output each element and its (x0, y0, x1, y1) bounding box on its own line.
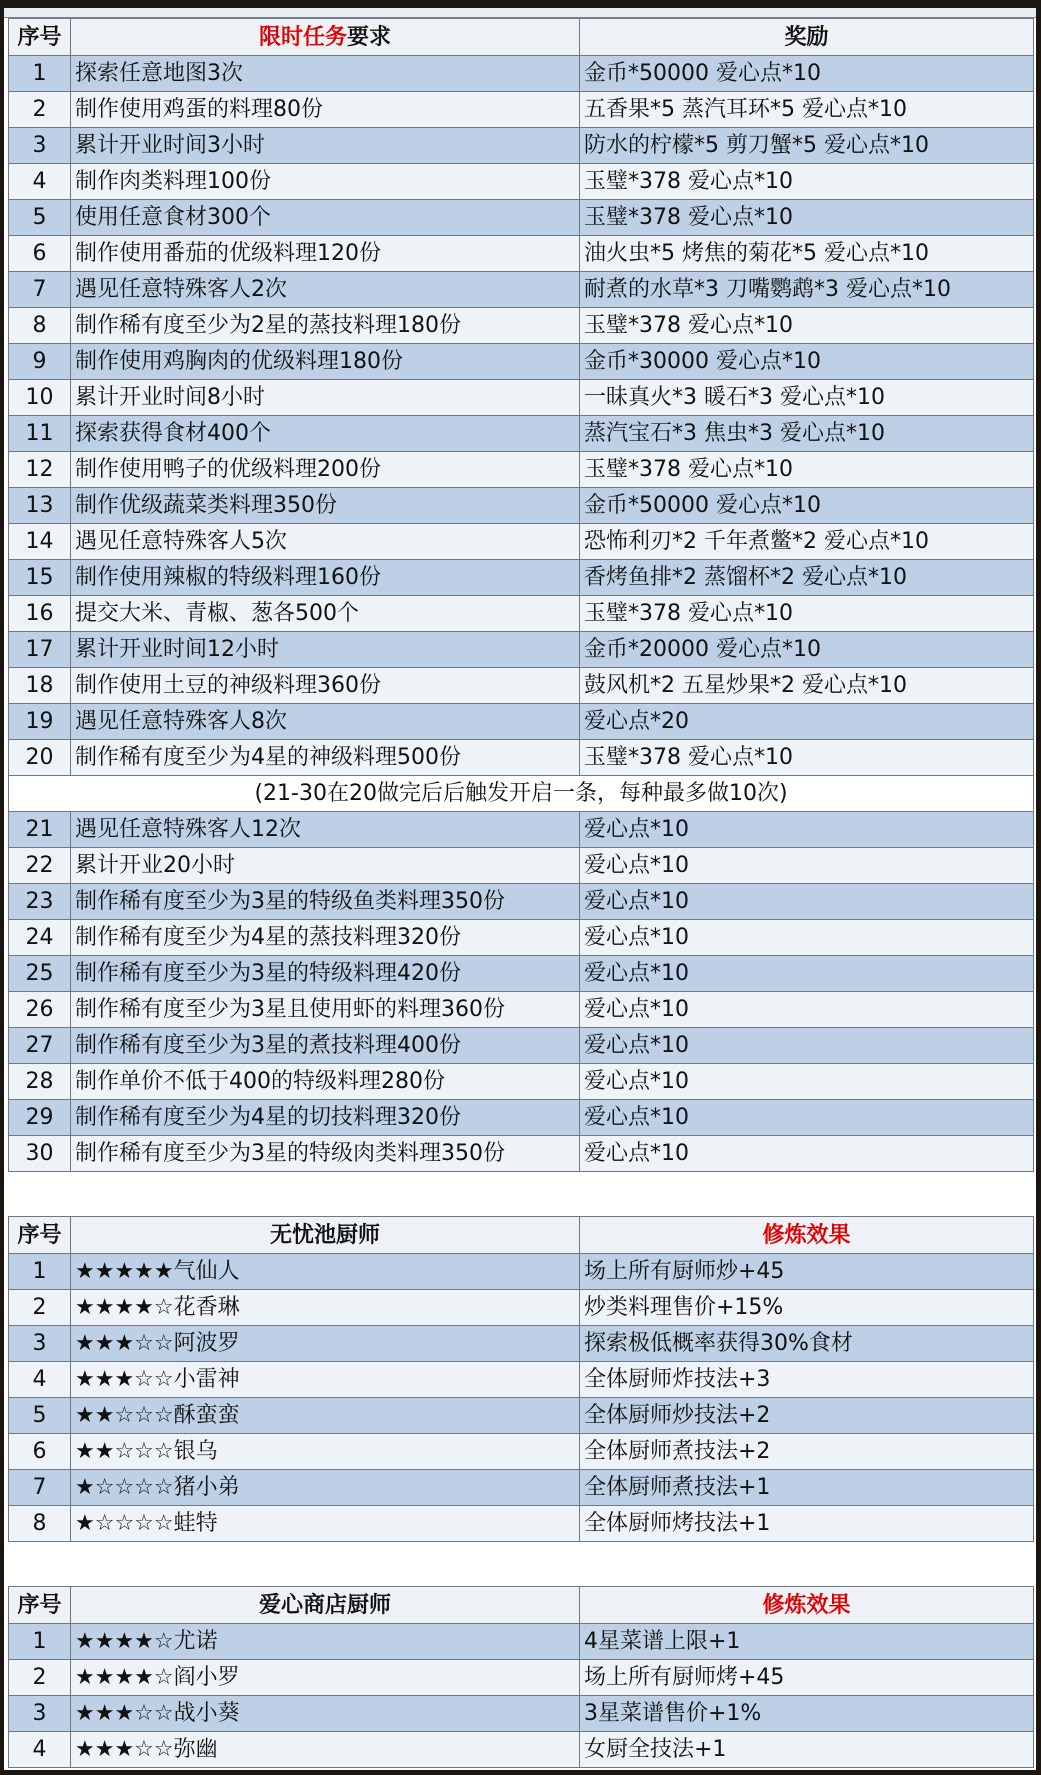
task-table (8, 18, 1034, 1172)
chef-name-header: 爱心商店厨师 (71, 1587, 580, 1624)
chef-name-cell: ★★☆☆☆酥蛮蛮 (71, 1398, 580, 1434)
row-index: 30 (9, 1136, 71, 1172)
row-index: 17 (9, 632, 71, 668)
chef-name-cell: ★★★☆☆阿波罗 (71, 1326, 580, 1362)
table-row (9, 632, 1034, 668)
chef-name-cell: ★★★★☆阎小罗 (71, 1660, 580, 1696)
task-cell: 制作使用辣椒的特级料理160份 (71, 560, 580, 596)
table-row (9, 308, 1034, 344)
row-index: 4 (9, 164, 71, 200)
table-row (9, 380, 1034, 416)
reward-cell: 爱心点*10 (580, 1100, 1034, 1136)
row-index: 8 (9, 308, 71, 344)
reward-cell: 爱心点*10 (580, 812, 1034, 848)
row-index: 26 (9, 992, 71, 1028)
task-cell: 累计开业时间3小时 (71, 128, 580, 164)
task-cell: 制作使用鸭子的优级料理200份 (71, 452, 580, 488)
task-cell: 探索获得食材400个 (71, 416, 580, 452)
chef-name-cell: ★★★☆☆小雷神 (71, 1362, 580, 1398)
reward-cell: 一昧真火*3 暖石*3 爱心点*10 (580, 380, 1034, 416)
table-row (9, 1100, 1034, 1136)
reward-cell: 爱心点*10 (580, 1028, 1034, 1064)
table-row (9, 1398, 1034, 1434)
reward-cell: 耐煮的水草*3 刀嘴鹦鹉*3 爱心点*10 (580, 272, 1034, 308)
row-index: 2 (9, 92, 71, 128)
chef-table-header (9, 1587, 1034, 1624)
task-cell: 制作使用土豆的神级料理360份 (71, 668, 580, 704)
row-index: 20 (9, 740, 71, 776)
reward-cell: 爱心点*10 (580, 884, 1034, 920)
task-cell: 提交大米、青椒、葱各500个 (71, 596, 580, 632)
table-row (9, 344, 1034, 380)
table-row (9, 1362, 1034, 1398)
row-index: 3 (9, 1696, 71, 1732)
effect-cell: 4星菜谱上限+1 (580, 1624, 1034, 1660)
chef-table-header (9, 1217, 1034, 1254)
row-index: 1 (9, 1254, 71, 1290)
effect-cell: 探索极低概率获得30%食材 (580, 1326, 1034, 1362)
top-strip (4, 8, 1036, 18)
table-row (9, 164, 1034, 200)
reward-cell: 爱心点*10 (580, 956, 1034, 992)
task-table-header (9, 19, 1034, 56)
row-index: 28 (9, 1064, 71, 1100)
chef-name-cell: ★★☆☆☆银乌 (71, 1434, 580, 1470)
row-index: 1 (9, 1624, 71, 1660)
chef-table-body (9, 1624, 1034, 1768)
table-row (9, 596, 1034, 632)
chef-table-shop (8, 1586, 1034, 1768)
sheet (4, 8, 1036, 1770)
row-index: 25 (9, 956, 71, 992)
effect-cell: 场上所有厨师炒+45 (580, 1254, 1034, 1290)
table-row (9, 452, 1034, 488)
row-index: 24 (9, 920, 71, 956)
effect-cell: 全体厨师煮技法+1 (580, 1470, 1034, 1506)
row-index: 6 (9, 236, 71, 272)
row-index: 5 (9, 1398, 71, 1434)
row-index: 15 (9, 560, 71, 596)
reward-cell: 金币*50000 爱心点*10 (580, 56, 1034, 92)
row-index: 18 (9, 668, 71, 704)
effect-cell: 全体厨师炸技法+3 (580, 1362, 1034, 1398)
task-cell: 遇见任意特殊客人5次 (71, 524, 580, 560)
task-cell: 制作稀有度至少为2星的蒸技料理180份 (71, 308, 580, 344)
effect-header: 修炼效果 (580, 1587, 1034, 1624)
row-index: 10 (9, 380, 71, 416)
table-row (9, 740, 1034, 776)
table-row (9, 1254, 1034, 1290)
table-row (9, 128, 1034, 164)
row-index: 14 (9, 524, 71, 560)
idx-header: 序号 (9, 19, 71, 56)
task-cell: 使用任意食材300个 (71, 200, 580, 236)
task-cell: 制作稀有度至少为3星的特级料理420份 (71, 956, 580, 992)
chef-name-cell: ★★★★★气仙人 (71, 1254, 580, 1290)
row-index: 1 (9, 56, 71, 92)
row-index: 7 (9, 272, 71, 308)
table-row (9, 668, 1034, 704)
table-row (9, 416, 1034, 452)
task-header-red: 限时任务 (258, 24, 347, 50)
table-row (9, 1064, 1034, 1100)
row-index: 16 (9, 596, 71, 632)
table-row (9, 1696, 1034, 1732)
table-row (9, 1326, 1034, 1362)
reward-cell: 爱心点*20 (580, 704, 1034, 740)
reward-cell: 爱心点*10 (580, 920, 1034, 956)
table-row (9, 236, 1034, 272)
row-index: 27 (9, 1028, 71, 1064)
table-row (9, 704, 1034, 740)
reward-cell: 金币*30000 爱心点*10 (580, 344, 1034, 380)
table-row (9, 1290, 1034, 1326)
chef-table-wuyouchi (8, 1216, 1034, 1542)
reward-cell: 金币*50000 爱心点*10 (580, 488, 1034, 524)
task-header-rest: 要求 (347, 24, 392, 50)
row-index: 2 (9, 1290, 71, 1326)
row-index: 2 (9, 1660, 71, 1696)
chef-name-cell: ★★★★☆尤诺 (71, 1624, 580, 1660)
chef-name-cell: ★☆☆☆☆猪小弟 (71, 1470, 580, 1506)
reward-cell: 蒸汽宝石*3 焦虫*3 爱心点*10 (580, 416, 1034, 452)
task-header (71, 19, 580, 56)
reward-cell: 玉璧*378 爱心点*10 (580, 164, 1034, 200)
task-cell: 累计开业时间8小时 (71, 380, 580, 416)
effect-cell: 全体厨师烤技法+1 (580, 1506, 1034, 1542)
idx-header: 序号 (9, 1587, 71, 1624)
table-row (9, 56, 1034, 92)
table-row (9, 884, 1034, 920)
chef-name-cell: ★★★★☆花香琳 (71, 1290, 580, 1326)
row-index: 3 (9, 128, 71, 164)
task-cell: 制作稀有度至少为3星的特级鱼类料理350份 (71, 884, 580, 920)
table-row (9, 812, 1034, 848)
reward-cell: 恐怖利刃*2 千年煮鳖*2 爱心点*10 (580, 524, 1034, 560)
table-row (9, 92, 1034, 128)
note-text: (21-30在20做完后后触发开启一条，每种最多做10次) (9, 776, 1034, 812)
reward-cell: 爱心点*10 (580, 992, 1034, 1028)
table-row (9, 488, 1034, 524)
row-index: 6 (9, 1434, 71, 1470)
reward-cell: 爱心点*10 (580, 848, 1034, 884)
effect-cell: 3星菜谱售价+1% (580, 1696, 1034, 1732)
row-index: 12 (9, 452, 71, 488)
table-row (9, 1434, 1034, 1470)
table-row (9, 1470, 1034, 1506)
task-cell: 遇见任意特殊客人8次 (71, 704, 580, 740)
task-cell: 累计开业20小时 (71, 848, 580, 884)
table-row (9, 920, 1034, 956)
task-cell: 制作使用鸡蛋的料理80份 (71, 92, 580, 128)
reward-cell: 玉璧*378 爱心点*10 (580, 596, 1034, 632)
reward-cell: 玉璧*378 爱心点*10 (580, 308, 1034, 344)
reward-cell: 玉璧*378 爱心点*10 (580, 200, 1034, 236)
task-cell: 制作单价不低于400的特级料理280份 (71, 1064, 580, 1100)
task-cell: 制作使用鸡胸肉的优级料理180份 (71, 344, 580, 380)
table-row (9, 1660, 1034, 1696)
chef-name-cell: ★★★☆☆战小葵 (71, 1696, 580, 1732)
reward-cell: 油火虫*5 烤焦的菊花*5 爱心点*10 (580, 236, 1034, 272)
row-index: 11 (9, 416, 71, 452)
table-row (9, 992, 1034, 1028)
effect-header: 修炼效果 (580, 1217, 1034, 1254)
table-row (9, 1028, 1034, 1064)
effect-cell: 全体厨师煮技法+2 (580, 1434, 1034, 1470)
task-cell: 制作稀有度至少为4星的神级料理500份 (71, 740, 580, 776)
table-row (9, 1136, 1034, 1172)
table-row (9, 272, 1034, 308)
reward-cell: 爱心点*10 (580, 1064, 1034, 1100)
reward-cell: 五香果*5 蒸汽耳环*5 爱心点*10 (580, 92, 1034, 128)
reward-cell: 香烤鱼排*2 蒸馏杯*2 爱心点*10 (580, 560, 1034, 596)
chef-name-header: 无忧池厨师 (71, 1217, 580, 1254)
task-cell: 制作优级蔬菜类料理350份 (71, 488, 580, 524)
reward-cell: 爱心点*10 (580, 1136, 1034, 1172)
table-row (9, 1624, 1034, 1660)
task-cell: 制作稀有度至少为3星且使用虾的料理360份 (71, 992, 580, 1028)
task-cell: 制作稀有度至少为4星的蒸技料理320份 (71, 920, 580, 956)
table-row (9, 200, 1034, 236)
row-index: 23 (9, 884, 71, 920)
task-cell: 制作稀有度至少为4星的切技料理320份 (71, 1100, 580, 1136)
task-cell: 制作稀有度至少为3星的特级肉类料理350份 (71, 1136, 580, 1172)
chef-name-cell: ★★★☆☆弥幽 (71, 1732, 580, 1768)
task-cell: 探索任意地图3次 (71, 56, 580, 92)
task-cell: 遇见任意特殊客人2次 (71, 272, 580, 308)
row-index: 7 (9, 1470, 71, 1506)
chef-name-cell: ★☆☆☆☆蛙特 (71, 1506, 580, 1542)
row-index: 3 (9, 1326, 71, 1362)
table-row (9, 1732, 1034, 1768)
task-cell: 制作肉类料理100份 (71, 164, 580, 200)
row-index: 9 (9, 344, 71, 380)
effect-cell: 女厨全技法+1 (580, 1732, 1034, 1768)
table-row (9, 956, 1034, 992)
reward-cell: 玉璧*378 爱心点*10 (580, 452, 1034, 488)
row-index: 4 (9, 1362, 71, 1398)
effect-cell: 全体厨师炒技法+2 (580, 1398, 1034, 1434)
task-cell: 遇见任意特殊客人12次 (71, 812, 580, 848)
task-table-body (9, 56, 1034, 1172)
note-row (9, 776, 1034, 812)
effect-cell: 炒类料理售价+15% (580, 1290, 1034, 1326)
chef-table-body (9, 1254, 1034, 1542)
table-row (9, 848, 1034, 884)
table-row (9, 1506, 1034, 1542)
idx-header: 序号 (9, 1217, 71, 1254)
task-cell: 制作稀有度至少为3星的煮技料理400份 (71, 1028, 580, 1064)
table-row (9, 524, 1034, 560)
row-index: 4 (9, 1732, 71, 1768)
row-index: 8 (9, 1506, 71, 1542)
task-cell: 累计开业时间12小时 (71, 632, 580, 668)
task-cell: 制作使用番茄的优级料理120份 (71, 236, 580, 272)
reward-cell: 金币*20000 爱心点*10 (580, 632, 1034, 668)
row-index: 19 (9, 704, 71, 740)
row-index: 5 (9, 200, 71, 236)
reward-cell: 鼓风机*2 五星炒果*2 爱心点*10 (580, 668, 1034, 704)
row-index: 13 (9, 488, 71, 524)
table-row (9, 560, 1034, 596)
reward-header: 奖励 (580, 19, 1034, 56)
row-index: 29 (9, 1100, 71, 1136)
reward-cell: 玉璧*378 爱心点*10 (580, 740, 1034, 776)
effect-cell: 场上所有厨师烤+45 (580, 1660, 1034, 1696)
reward-cell: 防水的柠檬*5 剪刀蟹*5 爱心点*10 (580, 128, 1034, 164)
row-index: 21 (9, 812, 71, 848)
row-index: 22 (9, 848, 71, 884)
